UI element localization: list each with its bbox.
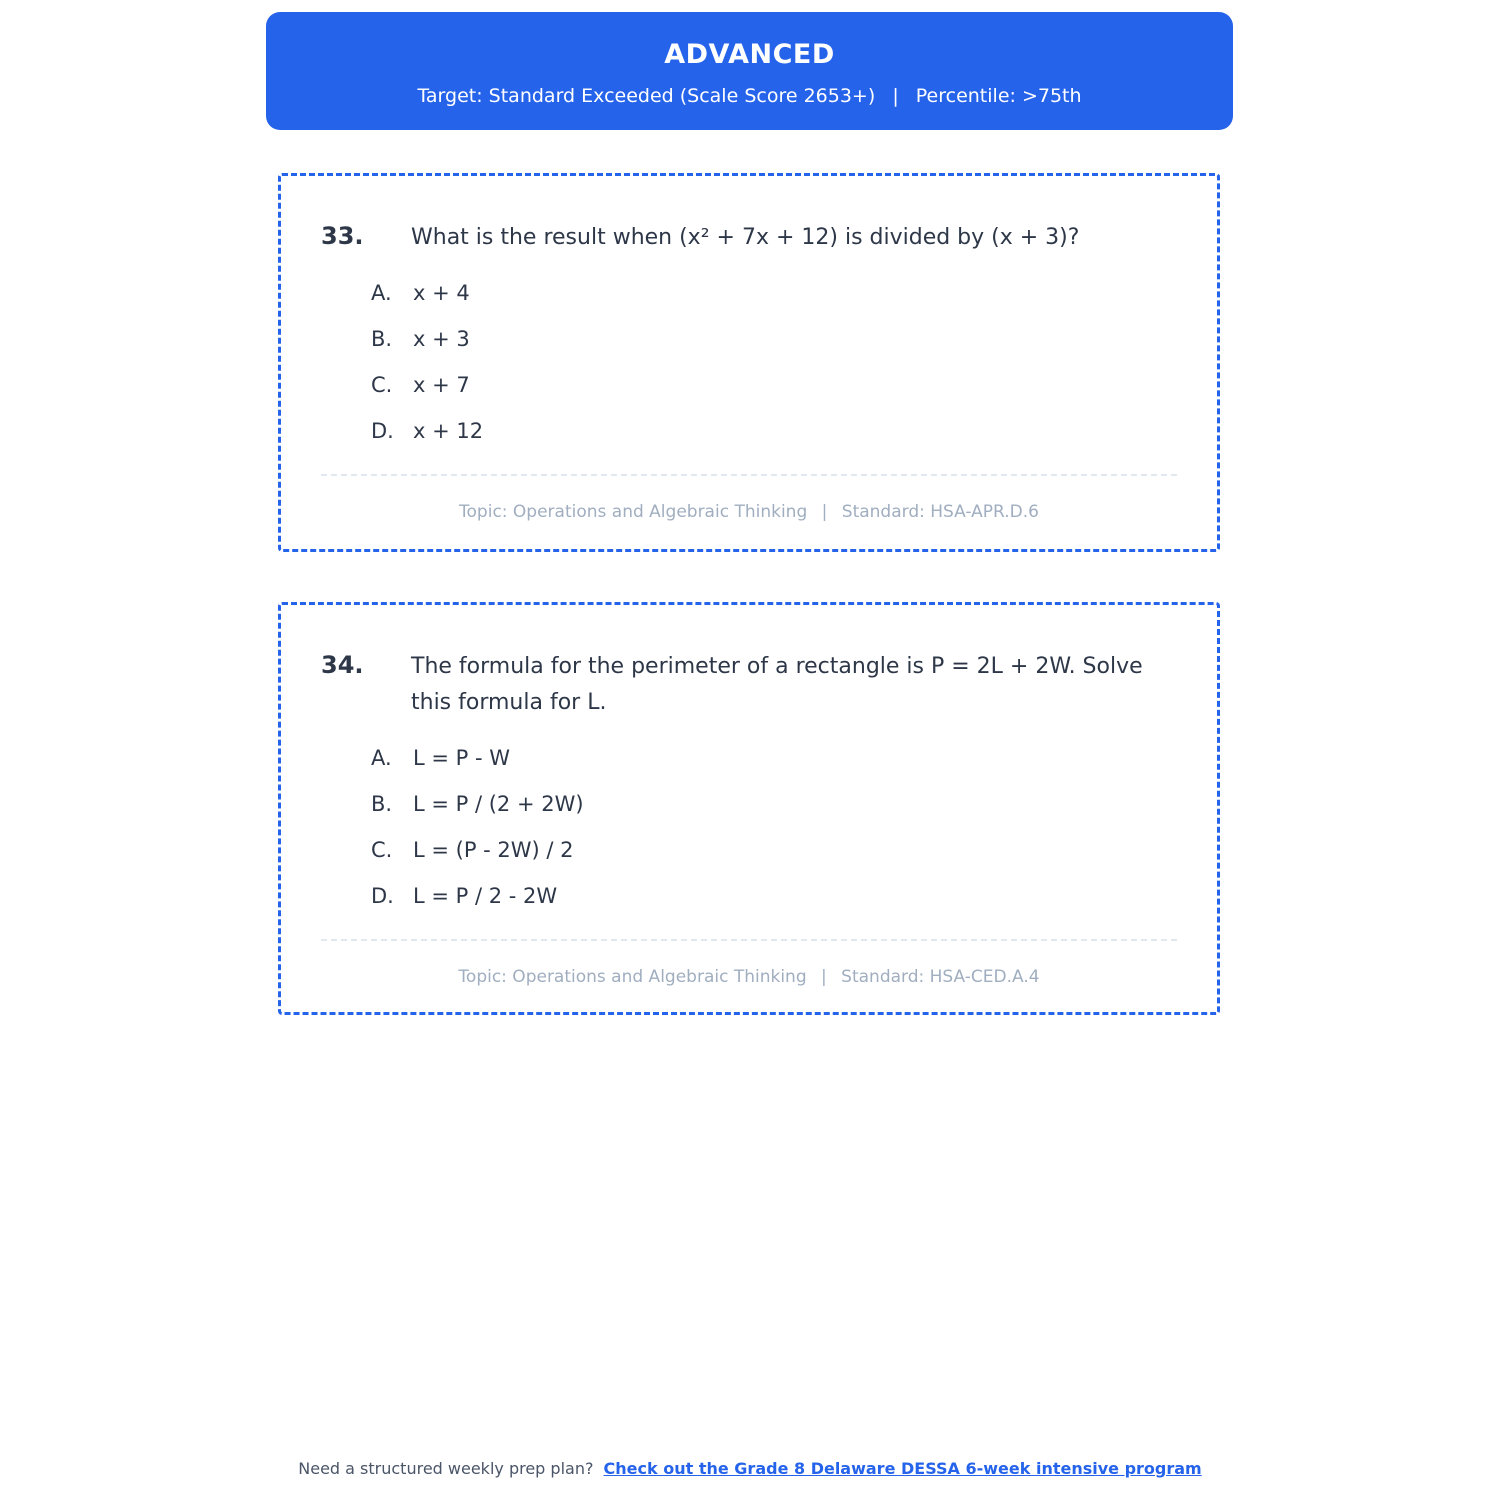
option-row-c	[321, 835, 1177, 865]
topic-label: Topic: Operations and Algebraic Thinking	[458, 967, 807, 988]
card-divider	[321, 474, 1177, 476]
topic-line	[321, 967, 1177, 987]
question-text: The formula for the perimeter of a rectangle is P = 2L + 2W. Solve this formula for L.	[411, 654, 1143, 716]
option-text: L = P / (2 + 2W)	[413, 792, 584, 817]
option-letter: A.	[371, 281, 392, 306]
banner-percentile: Percentile: >75th	[915, 85, 1082, 107]
option-text: x + 7	[413, 373, 470, 398]
option-text: L = P - W	[413, 746, 511, 771]
option-row-a	[321, 278, 1177, 308]
level-banner	[266, 12, 1233, 130]
option-letter: B.	[371, 327, 393, 352]
option-row-b	[321, 324, 1177, 354]
option-text: x + 12	[413, 419, 484, 444]
question-text: What is the result when (x² + 7x + 12) is divided by (x + 3)?	[411, 225, 1080, 250]
option-text: x + 3	[413, 327, 470, 352]
banner-subtitle	[266, 85, 1233, 107]
option-letter: D.	[371, 419, 394, 444]
option-letter: C.	[371, 373, 393, 398]
topic-separator: |	[821, 502, 828, 523]
options-list	[321, 743, 1177, 911]
page-footer	[0, 1459, 1500, 1478]
option-row-b	[321, 789, 1177, 819]
question-row	[321, 649, 1177, 721]
option-letter: A.	[371, 746, 392, 771]
question-card-34	[278, 602, 1220, 1015]
options-list	[321, 278, 1177, 446]
option-text: L = P / 2 - 2W	[413, 884, 558, 909]
question-number: 33.	[321, 222, 364, 250]
question-number: 34.	[321, 651, 364, 679]
question-card-33	[278, 173, 1220, 552]
option-letter: B.	[371, 792, 393, 817]
option-row-d	[321, 881, 1177, 911]
banner-title: ADVANCED	[664, 39, 835, 70]
card-divider	[321, 939, 1177, 941]
banner-target: Target: Standard Exceeded (Scale Score 2653+)	[417, 85, 876, 107]
footer-prompt: Need a structured weekly prep plan?	[298, 1459, 594, 1478]
prep-program-link[interactable]: Check out the Grade 8 Delaware DESSA 6-week intensive program	[603, 1459, 1202, 1478]
option-letter: C.	[371, 838, 393, 863]
standard-label: Standard: HSA-APR.D.6	[841, 502, 1039, 523]
standard-label: Standard: HSA-CED.A.4	[841, 967, 1040, 988]
topic-separator: |	[821, 967, 827, 988]
topic-label: Topic: Operations and Algebraic Thinking	[459, 502, 808, 523]
option-letter: D.	[371, 884, 394, 909]
option-row-a	[321, 743, 1177, 773]
banner-separator: |	[892, 85, 899, 107]
option-text: x + 4	[413, 281, 470, 306]
option-row-d	[321, 416, 1177, 446]
topic-line	[321, 502, 1177, 522]
option-text: L = (P - 2W) / 2	[413, 838, 574, 863]
question-row	[321, 220, 1177, 256]
option-row-c	[321, 370, 1177, 400]
